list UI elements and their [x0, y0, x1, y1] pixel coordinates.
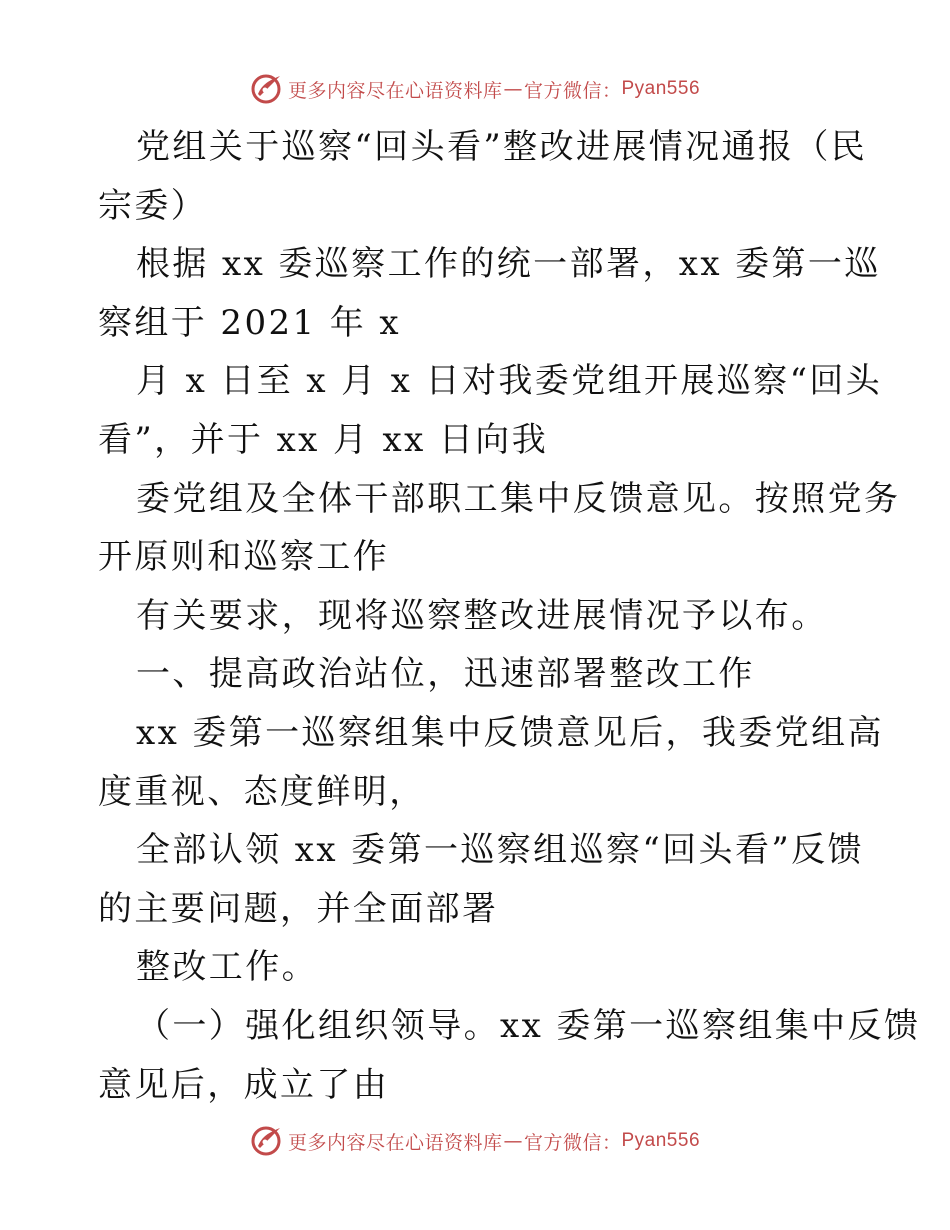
watermark-wechat-id: Pyan556 [621, 1130, 701, 1151]
document-title-line-1: 党组关于巡察“回头看”整改进展情况通报（民 [136, 127, 868, 167]
paragraph-line: 委党组及全体干部职工集中反馈意见。按照党务 [136, 478, 901, 519]
paragraph-line: 根据 xx 委巡察工作的统一部署，xx 委第一巡 [136, 244, 881, 285]
watermark-wechat-id: Pyan556 [621, 78, 701, 99]
document-body [98, 118, 921, 1114]
watermark-dash: — [503, 78, 523, 100]
paragraph-line: 看”，并于 xx 月 xx 日向我 [98, 419, 549, 460]
watermark-dash: — [503, 1130, 523, 1152]
paragraph-line: 有关要求，现将巡察整改进展情况予以布。 [136, 595, 828, 636]
watermark-main-text: 更多内容尽在心语资料库 [287, 79, 503, 102]
watermark-sub-text: 官方微信： [523, 1131, 622, 1154]
watermark-main-text: 更多内容尽在心语资料库 [287, 1131, 503, 1154]
paragraph-line: 意见后，成立了由 [98, 1064, 390, 1105]
paragraph-line: 察组于 2021 年 x [98, 302, 401, 343]
paragraph-line: 月 x 日至 x 月 x 日对我委党组开展巡察“回头 [136, 361, 883, 402]
pen-logo-icon [250, 72, 284, 106]
paragraph-line: 开原则和巡察工作 [98, 537, 390, 578]
watermark-header [0, 72, 950, 106]
subsection-line: （一）强化组织领导。xx 委第一巡察组集中反馈 [136, 1005, 921, 1046]
watermark-sub-text: 官方微信： [523, 79, 622, 102]
pen-logo-icon [250, 1124, 284, 1158]
paragraph-line: 度重视、态度鲜明， [98, 771, 426, 812]
watermark-footer [0, 1124, 950, 1158]
section-heading: 一、提高政治站位，迅速部署整改工作 [136, 654, 755, 695]
paragraph-line: 的主要问题，并全面部署 [98, 888, 499, 929]
paragraph-line: 全部认领 xx 委第一巡察组巡察“回头看”反馈 [136, 830, 864, 871]
document-title-line-2: 宗委） [98, 185, 208, 226]
paragraph-line: 整改工作。 [136, 947, 318, 988]
paragraph-line: xx 委第一巡察组集中反馈意见后，我委党组高 [136, 712, 884, 753]
